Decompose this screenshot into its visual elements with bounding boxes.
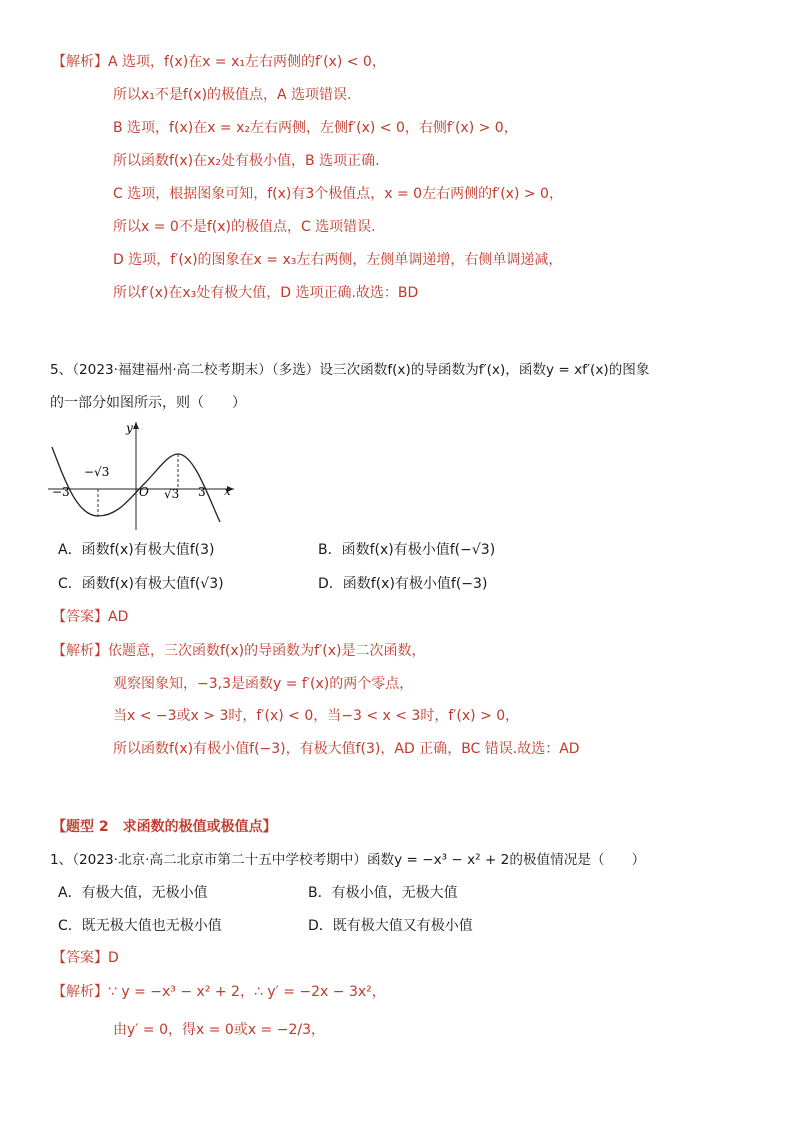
x-axis-label: x — [224, 484, 231, 498]
answer-line — [52, 948, 119, 968]
option-c: C．既无极大值也无极小值 — [58, 918, 222, 934]
option-d: D．既有极大值又有极小值 — [308, 918, 473, 934]
option-b: B．有极小值，无极大值 — [308, 885, 458, 901]
analysis-line: 所以x₁不是f(x)的极值点，A 选项错误. — [113, 87, 352, 103]
analysis-line: 所以函数f(x)在x₂处有极小值，B 选项正确. — [113, 153, 380, 169]
analysis-line: C 选项，根据图象可知，f(x)有3个极值点，x = 0左右两侧的f′(x) > 0， — [113, 186, 563, 202]
option-c: C．函数f(x)有极大值f(√3) — [58, 576, 224, 592]
tick-label: −3 — [52, 485, 70, 499]
analysis-tag: 【解析】 — [52, 54, 108, 70]
y-axis-arrow — [133, 422, 139, 429]
answer-tag: 【答案】 — [52, 950, 108, 966]
analysis-text: ∵ y = −x³ − x² + 2，∴ y′ = −2x − 3x²， — [108, 984, 386, 1000]
y-axis-label: y — [126, 421, 133, 435]
analysis-tag: 【解析】 — [52, 984, 108, 1000]
origin-label: O — [139, 485, 149, 499]
tick-label: 3 — [198, 485, 206, 499]
analysis-line: 所以x = 0不是f(x)的极值点，C 选项错误. — [113, 219, 376, 235]
analysis-line — [52, 641, 425, 661]
tick-label: √3 — [164, 487, 180, 501]
analysis-line: A 选项，f(x)在x = x₁左右两侧的f′(x) < 0， — [108, 54, 386, 70]
option-b: B．函数f(x)有极小值f(−√3) — [318, 542, 496, 558]
analysis-block-prev — [52, 52, 386, 72]
option-a: A．有极大值，无极小值 — [58, 885, 208, 901]
analysis-text: 依题意，三次函数f(x)的导函数为f′(x)是二次函数， — [108, 643, 426, 659]
answer-value: AD — [108, 609, 129, 625]
analysis-line: 观察图象知，−3,3是函数y = f′(x)的两个零点， — [113, 676, 414, 692]
question-stem: 的一部分如图所示，则（ ） — [50, 395, 246, 411]
section-heading: 【题型 2 求函数的极值或极值点】 — [52, 819, 277, 835]
analysis-line — [52, 982, 386, 1002]
tick-label: −√3 — [84, 465, 110, 479]
analysis-line: D 选项，f′(x)的图象在x = x₃左右两侧，左侧单调递增，右侧单调递减， — [113, 252, 563, 268]
analysis-line: 当x < −3或x > 3时，f′(x) < 0，当−3 < x < 3时，f′(x) > 0， — [113, 708, 520, 724]
analysis-line: 所以函数f(x)有极小值f(−3)，有极大值f(3)，AD 正确，BC 错误.故选：AD — [113, 741, 580, 757]
analysis-line: 由y′ = 0，得x = 0或x = −2/3， — [113, 1022, 326, 1038]
question-stem: 1、（2023·北京·高二北京市第二十五中学校考期中）函数y = −x³ − x² + 2的极值情况是（ ） — [50, 852, 646, 868]
analysis-line: 所以f′(x)在x₃处有极大值，D 选项正确.故选：BD — [113, 285, 419, 301]
answer-value: D — [108, 950, 119, 966]
analysis-tag: 【解析】 — [52, 643, 108, 659]
option-a: A．函数f(x)有极大值f(3) — [58, 542, 215, 558]
analysis-line: B 选项，f(x)在x = x₂左右两侧，左侧f′(x) < 0，右侧f′(x) > 0， — [113, 120, 518, 136]
question-stem: 5、（2023·福建福州·高二校考期末）（多选）设三次函数f(x)的导函数为f′(x)，函数y = xf′(x)的图象 — [50, 362, 650, 378]
answer-tag: 【答案】 — [52, 609, 108, 625]
option-d: D．函数f(x)有极小值f(−3) — [318, 576, 488, 592]
derivative-graph — [44, 418, 244, 534]
answer-line — [52, 607, 128, 627]
